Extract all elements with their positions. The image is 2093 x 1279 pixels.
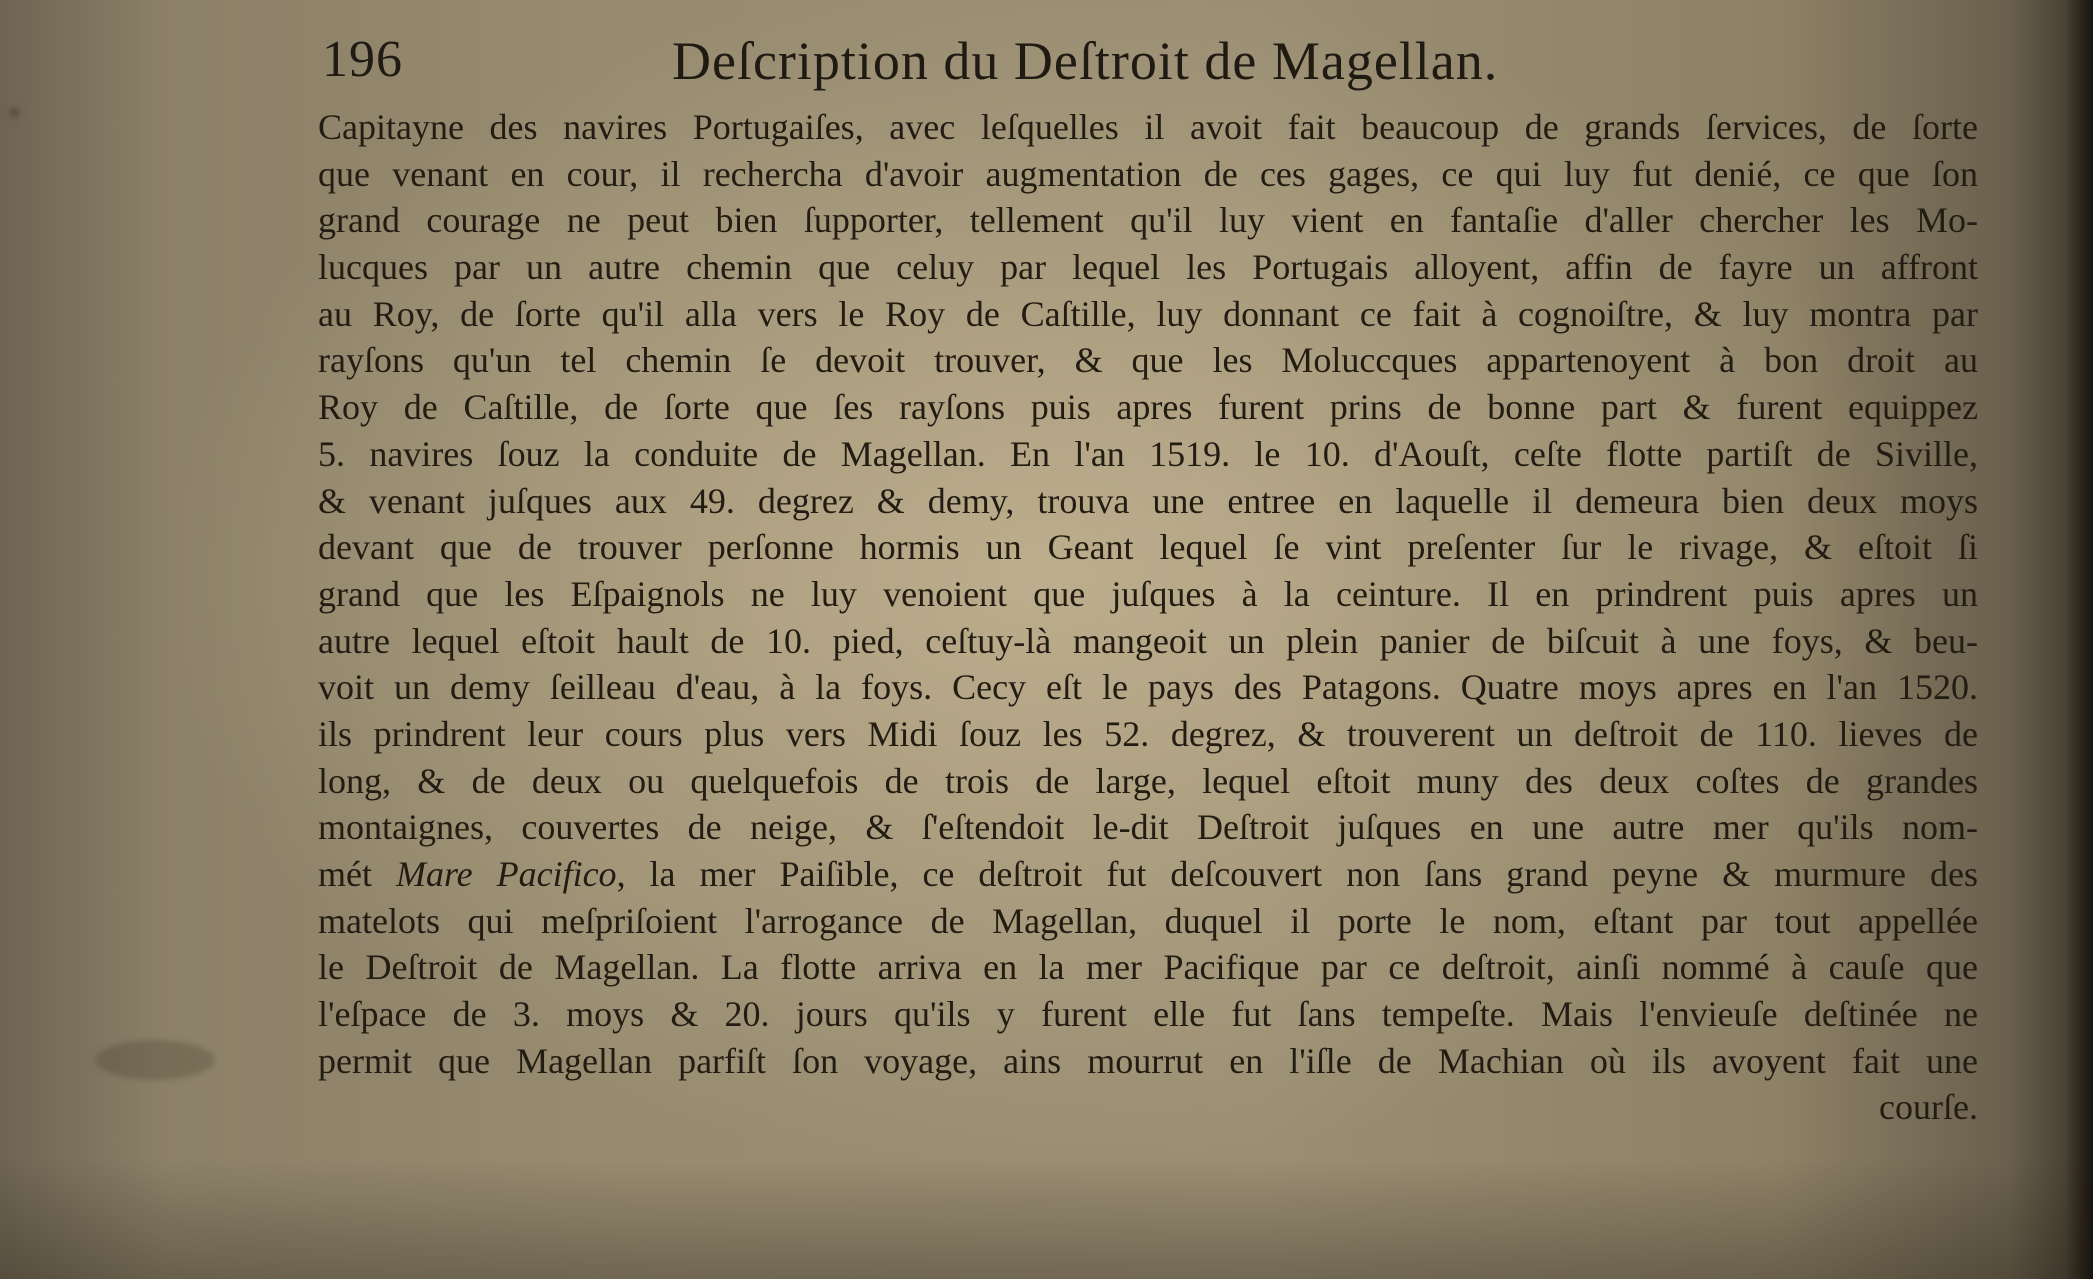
page-number: 196	[322, 31, 403, 88]
text-line: matelots qui meſpriſoient l'arrogance de Magellan, duquel il porte le nom, eſtant par tout appellée	[318, 900, 1978, 941]
running-title: Deſcription du Deſtroit de Magellan.	[672, 31, 1499, 91]
text-line: que venant en cour, il rechercha d'avoir augmentation de ces gages, ce qui luy fut denié, ce que ſon	[318, 153, 1978, 194]
text-line: l'eſpace de 3. moys & 20. jours qu'ils y furent elle fut ſans tempeſte. Mais l'envieuſe deſtinée ne	[318, 994, 1978, 1035]
text-line: permit que Magellan parfiſt ſon voyage, ains mourrut en l'iſle de Machian où ils avoyent fait une	[318, 1040, 1978, 1081]
page-shadow-bottom	[0, 1159, 2093, 1279]
italic-phrase: Mare Pacifico	[395, 854, 617, 894]
text-line: rayſons qu'un tel chemin ſe devoit trouver, & que les Moluccques appartenoyent à bon droit au	[318, 340, 1978, 381]
text-line: grand que les Eſpaignols ne luy venoient que juſques à la ceinture. Il en prindrent puis apres un	[318, 573, 1978, 614]
text-line: 5. navires ſouz la conduite de Magellan. En l'an 1519. le 10. d'Aouſt, ceſte flotte partiſt de Siville,	[318, 433, 1978, 474]
text-line: grand courage ne peut bien ſupporter, tellement qu'il luy vient en fantaſie d'aller chercher les Mo-	[318, 200, 1978, 241]
page-header	[322, 30, 2022, 98]
text-line: Capitayne des navires Portugaiſes, avec leſquelles il avoit fait beaucoup de grands ſervices, de ſorte	[318, 107, 1978, 147]
catchword-line: courſe.	[1879, 1087, 1978, 1128]
text-line: le Deſtroit de Magellan. La flotte arriva en la mer Pacifique par ce deſtroit, ainſi nommé à cauſe que	[318, 947, 1978, 988]
stain	[95, 1040, 215, 1080]
text-line: devant que de trouver perſonne hormis un Geant lequel ſe vint preſenter ſur le rivage, & eſtoit ſi	[318, 527, 1978, 568]
text-line: lucques par un autre chemin que celuy par lequel les Portugais alloyent, affin de fayre un affront	[318, 247, 1978, 288]
ink-spot	[10, 108, 19, 117]
text-segment: , la mer Paiſible, ce deſtroit fut deſcouvert non ſans grand peyne & murmure des	[616, 854, 1978, 894]
text-line-with-italic	[318, 851, 1978, 898]
text-segment: mét	[318, 854, 396, 894]
page-edge-right	[2065, 0, 2093, 1279]
text-line: long, & de deux ou quelquefois de trois de large, lequel eſtoit muny des deux coſtes de grandes	[318, 760, 1978, 801]
text-line: ils prindrent leur cours plus vers Midi ſouz les 52. degrez, & trouverent un deſtroit de 110. lieves de	[318, 713, 1978, 754]
text-line: autre lequel eſtoit hault de 10. pied, ceſtuy-là mangeoit un plein panier de biſcuit à une foys, & beu-	[318, 620, 1978, 661]
text-line: & venant juſques aux 49. degrez & demy, trouva une entree en laquelle il demeura bien deux moys	[318, 480, 1978, 521]
text-line: au Roy, de ſorte qu'il alla vers le Roy de Caſtille, luy donnant ce fait à cognoiſtre, & luy montra par	[318, 293, 1978, 334]
text-line: montaignes, couvertes de neige, & ſ'eſtendoit le-dit Deſtroit juſques en une autre mer qu'ils nom-	[318, 807, 1978, 848]
body-text	[318, 104, 1978, 1131]
text-line: Roy de Caſtille, de ſorte que ſes rayſons puis apres furent prins de bonne part & furent equippez	[318, 387, 1978, 428]
text-line: voit un demy ſeilleau d'eau, à la foys. Cecy eſt le pays des Patagons. Quatre moys apres en l'an 1520.	[318, 667, 1978, 708]
